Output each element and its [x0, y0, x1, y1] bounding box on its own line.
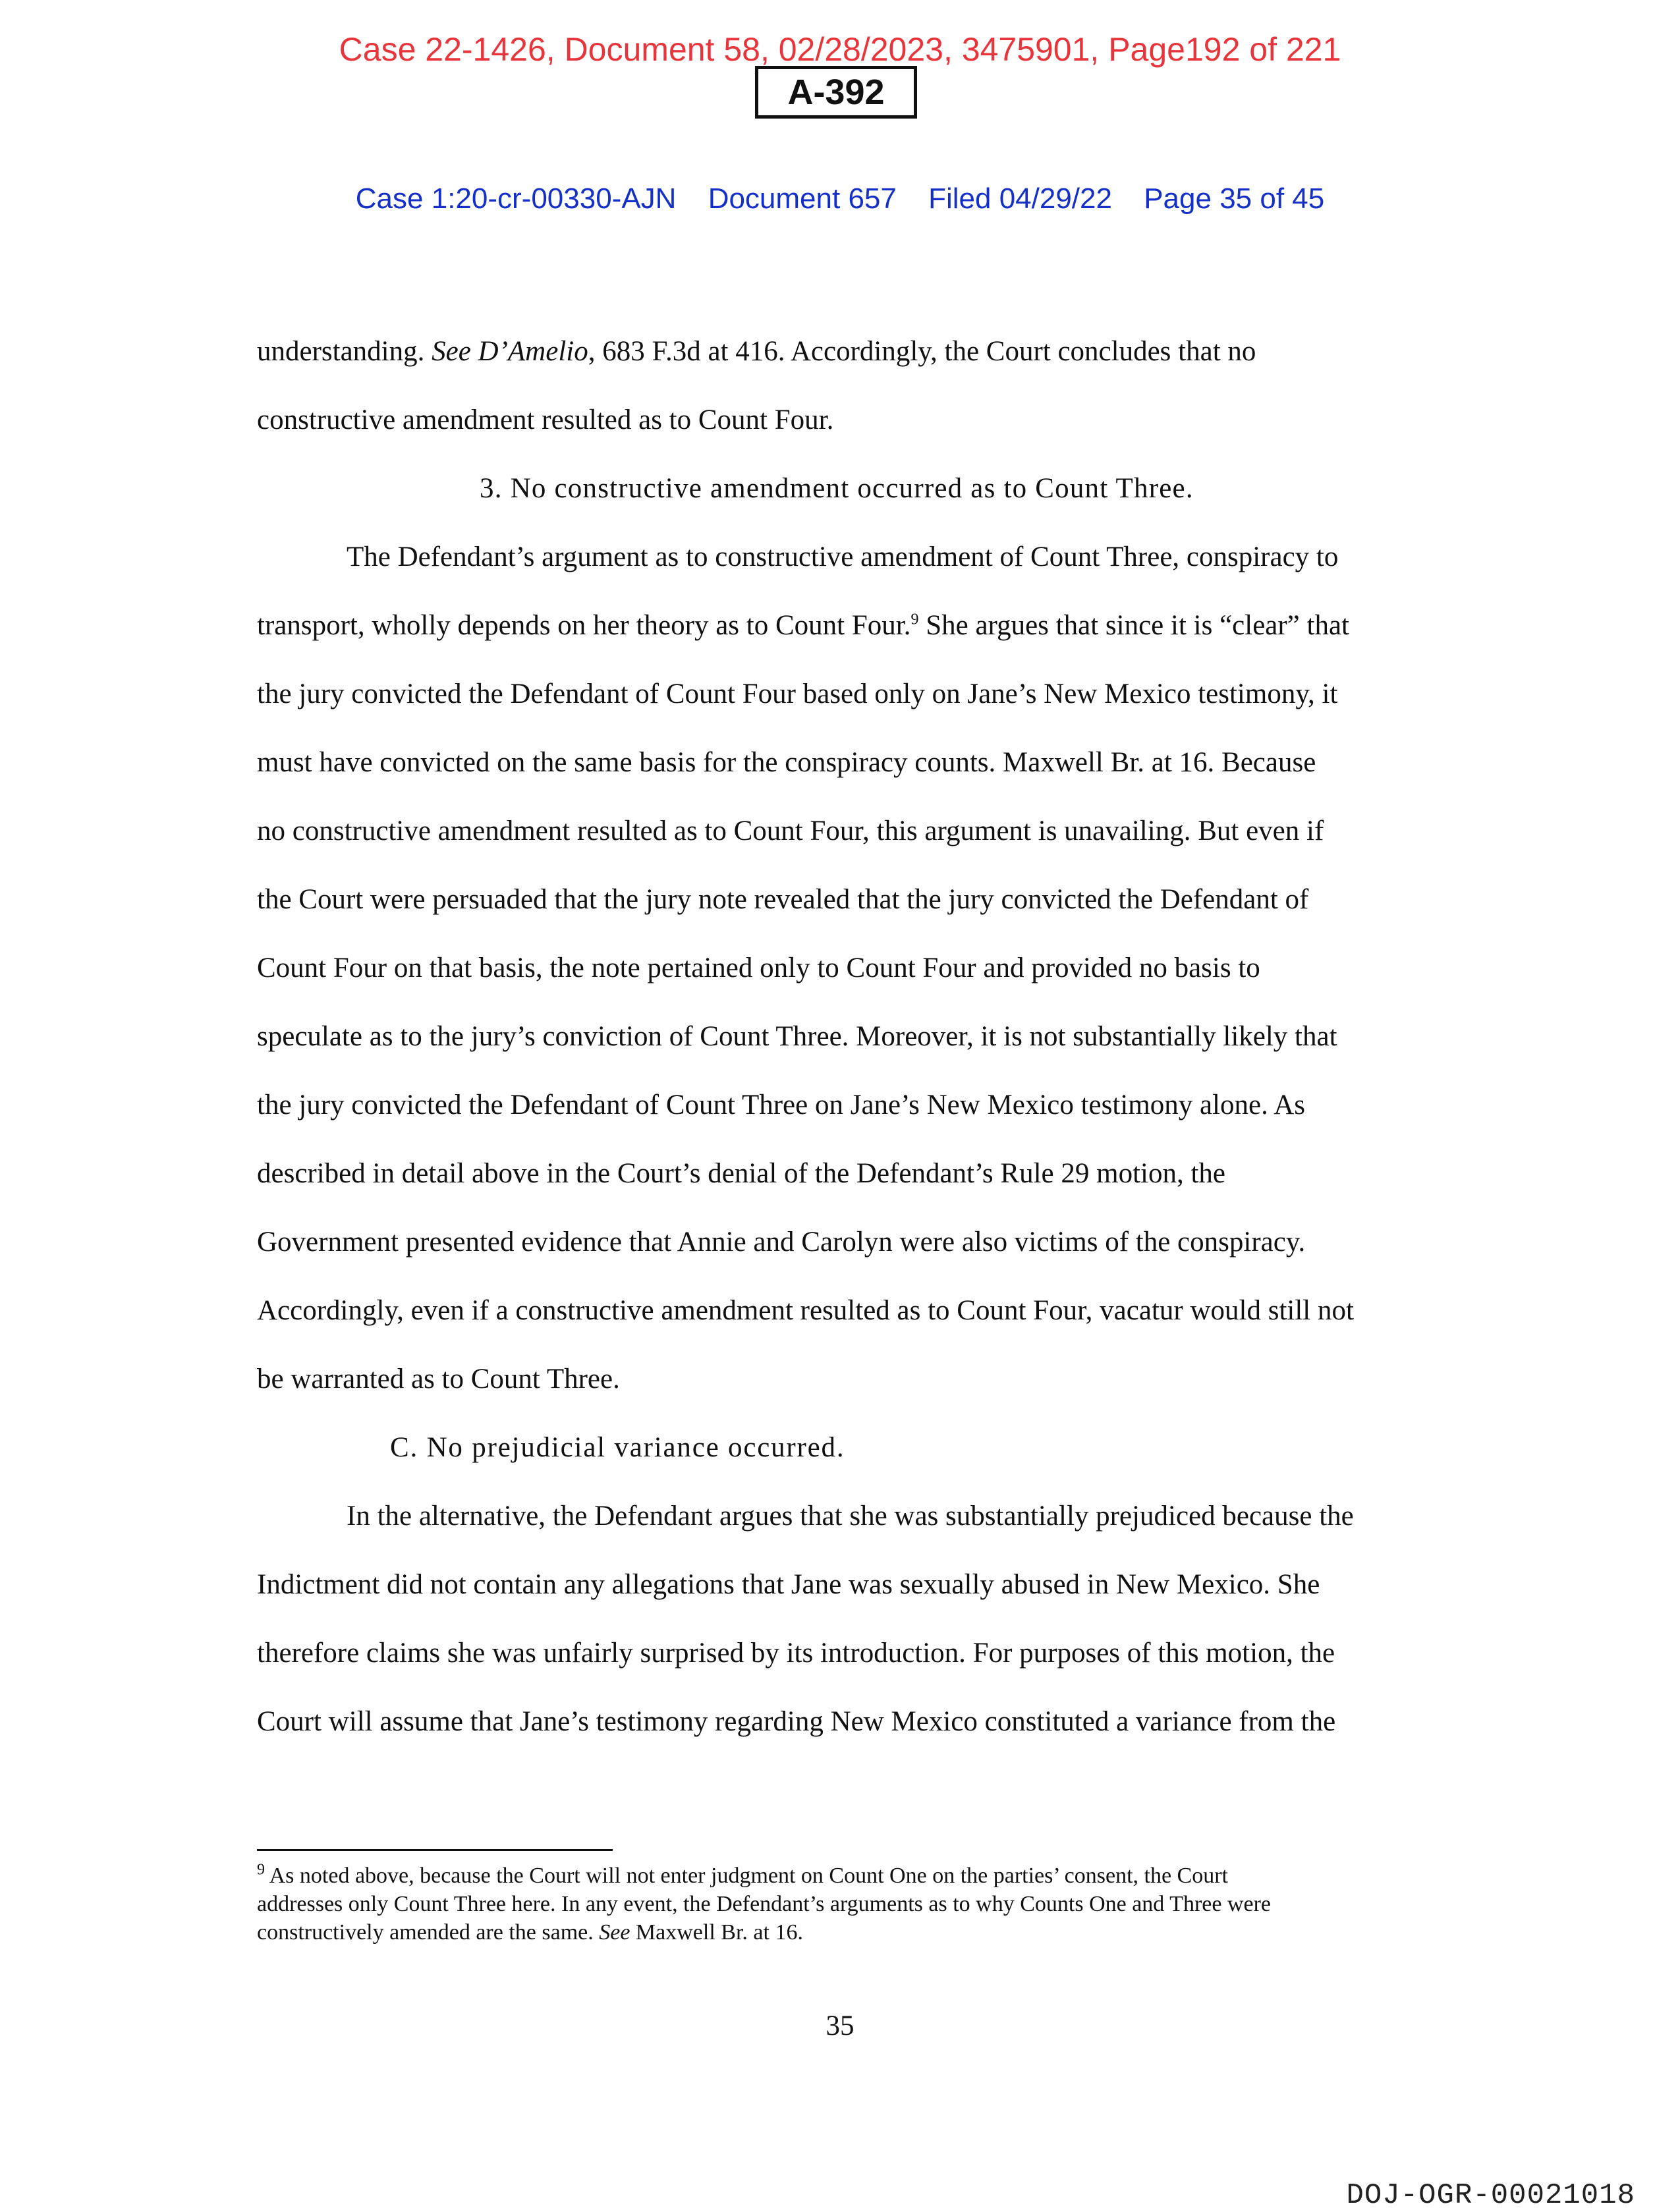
body-line: must have convicted on the same basis for the conspiracy counts. Maxwell Br. at 16. Because — [257, 747, 1316, 778]
body-line: In the alternative, the Defendant argues that she was substantially prejudiced because the — [347, 1501, 1354, 1532]
body-line: understanding. See D’Amelio, 683 F.3d at 416. Accordingly, the Court concludes that no — [257, 336, 1256, 367]
body-line: described in detail above in the Court’s denial of the Defendant’s Rule 29 motion, the — [257, 1158, 1225, 1189]
body-line: Count Four on that basis, the note pertained only to Count Four and provided no basis to — [257, 953, 1260, 983]
page-number: 35 — [826, 2010, 854, 2041]
bates-number: DOJ-OGR-00021018 — [1346, 2179, 1635, 2212]
body-line: Indictment did not contain any allegations that Jane was sexually abused in New Mexico. She — [257, 1569, 1320, 1600]
body-line: constructive amendment resulted as to Count Four. — [257, 404, 834, 435]
body-line: transport, wholly depends on her theory as to Count Four.$^9$ She argues that since it is “clear” that — [257, 610, 1349, 641]
case-citation: See D’Amelio — [432, 336, 588, 367]
footnote-line: addresses only Count Three here. In any event, the Defendant’s arguments as to why Counts One and Three were — [257, 1892, 1272, 1916]
body-line: Accordingly, even if a constructive amendment resulted as to Count Four, vacatur would still not — [257, 1295, 1354, 1326]
district-document-number: Document 657 — [708, 182, 897, 215]
body-line: Court will assume that Jane’s testimony regarding New Mexico constituted a variance from the — [257, 1706, 1336, 1737]
body-line: therefore claims she was unfairly surprised by its introduction. For purposes of this motion, the — [257, 1638, 1335, 1669]
body-line: The Defendant’s argument as to constructive amendment of Count Three, conspiracy to — [347, 541, 1339, 572]
body-line: the jury convicted the Defendant of Count Three on Jane’s New Mexico testimony alone. As — [257, 1090, 1305, 1120]
body-line: be warranted as to Count Three. — [257, 1364, 620, 1395]
body-line: Government presented evidence that Annie and Carolyn were also victims of the conspiracy. — [257, 1227, 1306, 1258]
district-page-count: Page 35 of 45 — [1144, 182, 1325, 215]
footnote-reference: 9 — [910, 611, 919, 628]
appellate-case-header: Case 22-1426, Document 58, 02/28/2023, 3475901, Page192 of 221 — [339, 31, 1341, 68]
body-line: the jury convicted the Defendant of Count Four based only on Jane’s New Mexico testimony, it — [257, 678, 1338, 709]
appendix-page-label: A-392 — [755, 66, 917, 119]
body-line: the Court were persuaded that the jury note revealed that the jury convicted the Defendant of — [257, 884, 1309, 915]
footnote-line: constructively amended are the same. See Maxwell Br. at 16. — [257, 1920, 803, 1945]
footnote-divider — [257, 1849, 613, 1851]
district-case-header — [0, 179, 1680, 219]
section-heading-3: 3. No constructive amendment occurred as to Count Three. — [480, 473, 1194, 504]
section-heading-c: C. No prejudicial variance occurred. — [390, 1432, 845, 1463]
footnote-line: $^9$ As noted above, because the Court will not enter judgment on Count One on the parties’ consent, the Court — [257, 1861, 1228, 1888]
body-line: speculate as to the jury’s conviction of Count Three. Moreover, it is not substantially likely that — [257, 1021, 1337, 1052]
footnote-citation: See — [599, 1920, 630, 1945]
district-filed-date: Filed 04/29/22 — [928, 182, 1112, 215]
footnote-number: 9 — [257, 1861, 265, 1879]
district-case-number: Case 1:20-cr-00330-AJN — [355, 182, 677, 215]
body-line: no constructive amendment resulted as to Count Four, this argument is unavailing. But even if — [257, 816, 1324, 846]
